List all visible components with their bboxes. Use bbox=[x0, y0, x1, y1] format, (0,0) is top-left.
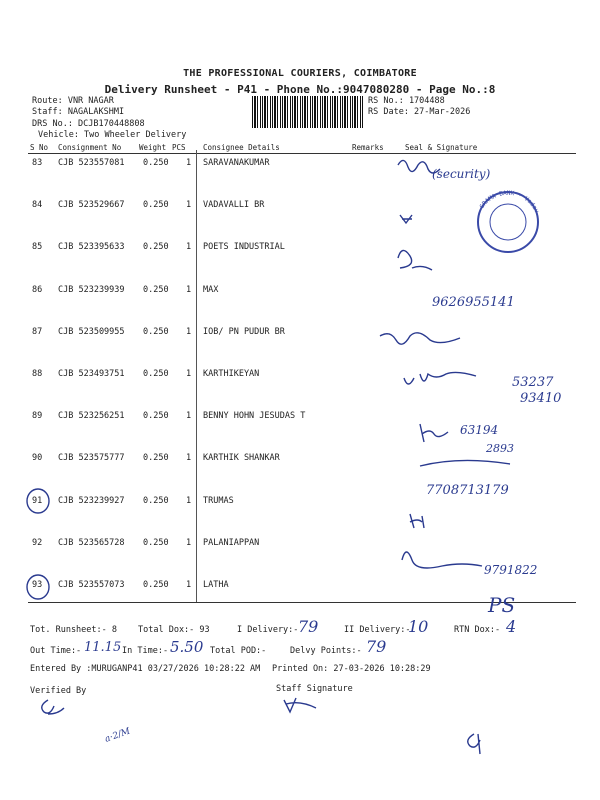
row-consignment: CJB 523529667 bbox=[58, 200, 125, 211]
row-pcs: 1 bbox=[186, 537, 192, 548]
ii-delivery-value: 10 bbox=[408, 617, 429, 636]
rs-number: RS No.: 1704488 bbox=[368, 96, 445, 106]
footer-signature bbox=[468, 734, 480, 754]
signature-87 bbox=[380, 333, 460, 344]
stamp-text: GRAMA BANK • Vadavalli Branch bbox=[478, 189, 541, 224]
row-weight: 0.250 bbox=[143, 284, 169, 295]
i-delivery-value: 79 bbox=[298, 617, 319, 636]
signature-90 bbox=[420, 460, 510, 466]
row-consignment: CJB 523493751 bbox=[58, 369, 125, 379]
handwriting-88a: 53237 bbox=[512, 375, 554, 390]
row-consignment: CJB 523256251 bbox=[58, 411, 125, 422]
route-info: Route: VNR NAGAR bbox=[32, 96, 114, 106]
handwriting-83: (security) bbox=[432, 167, 491, 181]
handwriting-93: PS bbox=[488, 593, 516, 617]
ii-delivery-label: II Delivery:- bbox=[344, 625, 411, 635]
col-seal: Seal & Signature bbox=[405, 143, 478, 152]
handwriting-92: 9791822 bbox=[484, 563, 538, 577]
row-consignee: IOB/ PN PUDUR BR bbox=[203, 326, 285, 337]
handwriting-90: 7708713179 bbox=[426, 483, 509, 498]
signature-86 bbox=[398, 250, 432, 270]
row-pcs: 1 bbox=[186, 200, 192, 211]
row-pcs: 1 bbox=[186, 495, 192, 506]
row-pcs: 1 bbox=[186, 580, 192, 590]
row-weight: 0.250 bbox=[143, 580, 169, 590]
row-sno: 92 bbox=[32, 537, 43, 548]
row-pcs: 1 bbox=[186, 369, 192, 379]
row-sno: 84 bbox=[32, 200, 43, 211]
row-sno: 87 bbox=[32, 326, 43, 337]
printed-on: Printed On: 27-03-2026 10:28:29 bbox=[272, 664, 431, 674]
row-weight: 0.250 bbox=[143, 326, 169, 337]
signature-89 bbox=[420, 424, 448, 442]
rtn-dox-value: 4 bbox=[506, 617, 517, 636]
handwriting-86: 9626955141 bbox=[432, 295, 515, 310]
handwriting-89b: 2893 bbox=[486, 442, 514, 455]
row-sno: 83 bbox=[32, 158, 43, 168]
col-consignment: Consignment No bbox=[58, 143, 122, 152]
row-weight: 0.250 bbox=[143, 369, 169, 379]
row-weight: 0.250 bbox=[143, 242, 169, 253]
rtn-dox-label: RTN Dox:- bbox=[454, 625, 501, 635]
delvy-points-value: 79 bbox=[366, 637, 387, 656]
delvy-points-label: Delvy Points:- bbox=[290, 646, 362, 656]
signature-92 bbox=[402, 552, 482, 568]
row-consignee: KARTHIK SHANKAR bbox=[203, 453, 280, 464]
row-pcs: 1 bbox=[186, 326, 192, 337]
signature-88 bbox=[404, 372, 476, 384]
row-consignee: POETS INDUSTRIAL bbox=[203, 242, 285, 253]
entered-by: Entered By :MURUGANP41 03/27/2026 10:28:22 AM bbox=[30, 664, 261, 674]
footer-note: a·2/M bbox=[103, 726, 132, 745]
out-time-label: Out Time:- bbox=[30, 646, 82, 656]
row-consignment: CJB 523565728 bbox=[58, 537, 125, 548]
drs-info: DRS No.: DCJB170448808 bbox=[32, 119, 145, 129]
col-pcs: PCS bbox=[172, 143, 186, 152]
row-consignee: KARTHIKEYAN bbox=[203, 369, 260, 379]
row-consignment: CJB 523395633 bbox=[58, 242, 125, 253]
runsheet-title: Delivery Runsheet - P41 - Phone No.:9047080280 - Page No.:8 bbox=[104, 83, 496, 96]
row-consignment: CJB 523239927 bbox=[58, 495, 125, 506]
staff-signature bbox=[284, 698, 316, 712]
signature-91 bbox=[410, 514, 424, 528]
verified-by-label: Verified By bbox=[30, 686, 87, 696]
row-pcs: 1 bbox=[186, 242, 192, 253]
row-pcs: 1 bbox=[186, 284, 192, 295]
signature-84 bbox=[400, 215, 412, 223]
row-consignment: CJB 523557081 bbox=[58, 158, 125, 168]
row-consignee: LATHA bbox=[203, 580, 229, 590]
col-sno: S No bbox=[30, 143, 49, 152]
rs-date: RS Date: 27-Mar-2026 bbox=[368, 107, 471, 117]
staff-info: Staff: NAGALAKSHMI bbox=[32, 107, 125, 117]
i-delivery-label: I Delivery:- bbox=[237, 625, 299, 635]
row-weight: 0.250 bbox=[143, 411, 169, 422]
row-consignment: CJB 523239939 bbox=[58, 284, 125, 295]
row-consignee: BENNY HOHN JESUDAS T bbox=[203, 411, 306, 422]
row-weight: 0.250 bbox=[143, 200, 169, 211]
row-weight: 0.250 bbox=[143, 453, 169, 464]
row-consignee: PALANIAPPAN bbox=[203, 537, 260, 548]
verified-signature bbox=[42, 700, 64, 714]
col-remarks: Remarks bbox=[352, 143, 384, 152]
vehicle-info: Vehicle: Two Wheeler Delivery bbox=[38, 130, 187, 140]
row-sno: 88 bbox=[32, 369, 43, 379]
out-time-value: 11.15 bbox=[84, 640, 122, 655]
col-consignee: Consignee Details bbox=[203, 143, 280, 152]
circle-91 bbox=[27, 489, 49, 513]
row-consignee: MAX bbox=[203, 284, 219, 295]
total-runsheet: Tot. Runsheet:- 8 bbox=[30, 625, 117, 635]
row-consignment: CJB 523509955 bbox=[58, 326, 125, 337]
handwriting-89a: 63194 bbox=[460, 423, 499, 437]
row-consignee: TRUMAS bbox=[203, 495, 234, 506]
row-weight: 0.250 bbox=[143, 495, 169, 506]
row-sno: 86 bbox=[32, 284, 43, 295]
total-pod-label: Total POD:- bbox=[210, 646, 267, 656]
in-time-label: In Time:- bbox=[122, 646, 169, 656]
bank-stamp bbox=[478, 190, 540, 252]
handwriting-88b: 93410 bbox=[520, 391, 562, 406]
row-weight: 0.250 bbox=[143, 537, 169, 548]
staff-signature-label: Staff Signature bbox=[276, 684, 353, 694]
row-consignee: SARAVANAKUMAR bbox=[203, 158, 270, 168]
row-sno: 91 bbox=[32, 495, 43, 506]
row-pcs: 1 bbox=[186, 411, 192, 422]
row-consignment: CJB 523575777 bbox=[58, 453, 125, 464]
row-consignee: VADAVALLI BR bbox=[203, 200, 265, 211]
row-weight: 0.250 bbox=[143, 158, 169, 168]
row-sno: 93 bbox=[32, 580, 43, 590]
total-dox: Total Dox:- 93 bbox=[138, 625, 210, 635]
row-sno: 89 bbox=[32, 411, 43, 422]
row-sno: 85 bbox=[32, 242, 43, 253]
col-weight: Weight bbox=[139, 143, 167, 152]
circle-93 bbox=[27, 575, 49, 599]
row-pcs: 1 bbox=[186, 453, 192, 464]
row-pcs: 1 bbox=[186, 158, 192, 168]
row-consignment: CJB 523557073 bbox=[58, 580, 125, 590]
company-name: THE PROFESSIONAL COURIERS, COIMBATORE bbox=[183, 68, 417, 79]
in-time-value: 5.50 bbox=[170, 638, 204, 656]
row-sno: 90 bbox=[32, 453, 43, 464]
